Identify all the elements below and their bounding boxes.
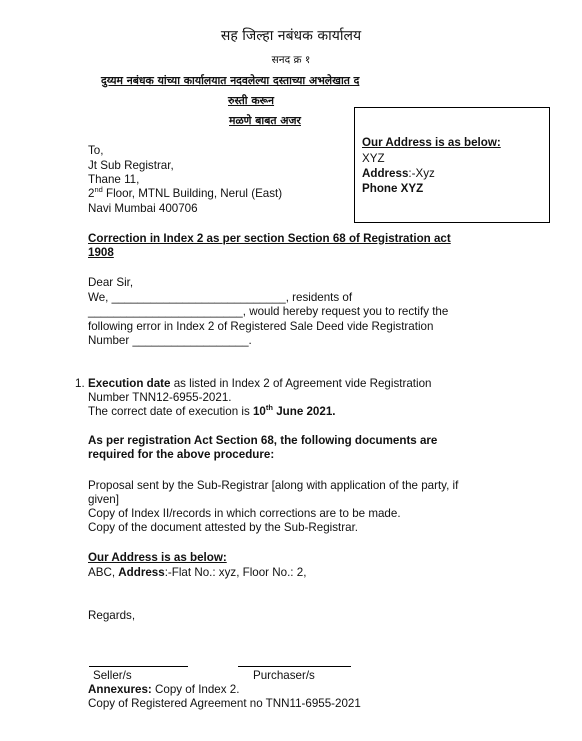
- recipient-to: To,: [88, 144, 104, 157]
- item1-label: Execution date: [88, 377, 171, 390]
- subject-marathi-line3: मळणे बाबत अजर: [229, 114, 301, 127]
- floor-suffix: nd: [94, 185, 103, 195]
- item1-line1: [88, 377, 431, 391]
- seller-label: Seller/s: [93, 669, 132, 682]
- subject-marathi-line2: रुस्ती करून: [228, 94, 275, 107]
- floor-rest: Floor, MTNL Building, Nerul (East): [102, 187, 283, 200]
- residents-of: , residents of: [285, 291, 353, 304]
- correct-rest: June 2021.: [272, 405, 336, 418]
- document-item-3: Copy of the document attested by the Sub-Registrar.: [88, 521, 359, 534]
- documents-heading-line1: As per registration Act Section 68, the following documents are: [88, 434, 438, 447]
- item1-line3: [88, 405, 336, 419]
- subject-marathi-line1: दुय्यम नबंधक यांच्या कार्यालयात नदवलेल्या दस्ताच्या अभलेखात द: [101, 74, 360, 87]
- office-title: सह जिल्हा नबंधक कार्यालय: [220, 28, 362, 44]
- subject-line2: 1908: [88, 246, 114, 259]
- address-value: :-Xyz: [408, 167, 435, 180]
- number-prefix: Number: [88, 334, 133, 347]
- document-item-2: Copy of Index II/records in which corrections are to be made.: [88, 507, 401, 520]
- address-label: Address: [362, 167, 409, 180]
- document-item-1a: Proposal sent by the Sub-Registrar [along with application of the party, if: [88, 479, 459, 492]
- seller-signature-line: [89, 666, 188, 667]
- body-line4: [88, 334, 252, 348]
- annexure-2: Copy of Registered Agreement no TNN11-6955-2021: [88, 697, 361, 710]
- correct-prefix: The correct date of execution is: [88, 405, 253, 418]
- documents-heading-line2: required for the above procedure:: [88, 448, 275, 461]
- our-address-line: [362, 167, 435, 181]
- footer-address-label: Address: [118, 566, 165, 579]
- recipient-designation: Jt Sub Registrar,: [88, 159, 174, 172]
- floor-number: 2: [88, 187, 95, 200]
- correct-day-suffix: th: [265, 403, 273, 413]
- subject-line1: Correction in Index 2 as per section Section 68 of Registration act: [88, 232, 451, 245]
- blank-names: ___________________________: [111, 291, 286, 304]
- request-text: , would hereby request you to rectify the: [242, 305, 449, 318]
- number-suffix: .: [248, 334, 252, 347]
- our-address-phone: Phone XYZ: [362, 182, 424, 195]
- our-address-heading: Our Address is as below:: [362, 136, 501, 149]
- our-address-name: XYZ: [362, 152, 385, 165]
- item-number: 1.: [75, 377, 85, 390]
- recipient-floor: [88, 187, 282, 201]
- footer-address-value: :-Flat No.: xyz, Floor No.: 2,: [164, 566, 307, 579]
- purchaser-label: Purchaser/s: [253, 669, 315, 682]
- regards: Regards,: [88, 609, 136, 622]
- footer-address-line: [88, 566, 306, 580]
- body-line3: following error in Index 2 of Registered Sale Deed vide Registration: [88, 320, 434, 333]
- salutation: Dear Sir,: [88, 276, 134, 289]
- footer-address-heading: Our Address is as below:: [88, 551, 227, 564]
- annexures-line: [88, 683, 239, 697]
- annexures-label: Annexures:: [88, 683, 152, 696]
- recipient-city: Thane 11,: [88, 173, 140, 186]
- blank-number: __________________: [132, 334, 249, 347]
- body-line2: [88, 305, 448, 319]
- body-line1: [88, 291, 352, 305]
- we-prefix: We,: [88, 291, 112, 304]
- blank-address: ________________________: [88, 305, 243, 318]
- item1-text-a: as listed in Index 2 of Agreement vide Registration: [170, 377, 432, 390]
- form-number: सनद क्र १: [271, 54, 311, 66]
- footer-address-name: ABC,: [88, 566, 119, 579]
- item1-line2: Number TNN12-6955-2021.: [88, 391, 232, 404]
- document-item-1b: given]: [88, 493, 119, 506]
- purchaser-signature-line: [238, 666, 351, 667]
- recipient-locality: Navi Mumbai 400706: [88, 202, 198, 215]
- correct-day: 10: [252, 405, 266, 418]
- annexures-text: Copy of Index 2.: [151, 683, 240, 696]
